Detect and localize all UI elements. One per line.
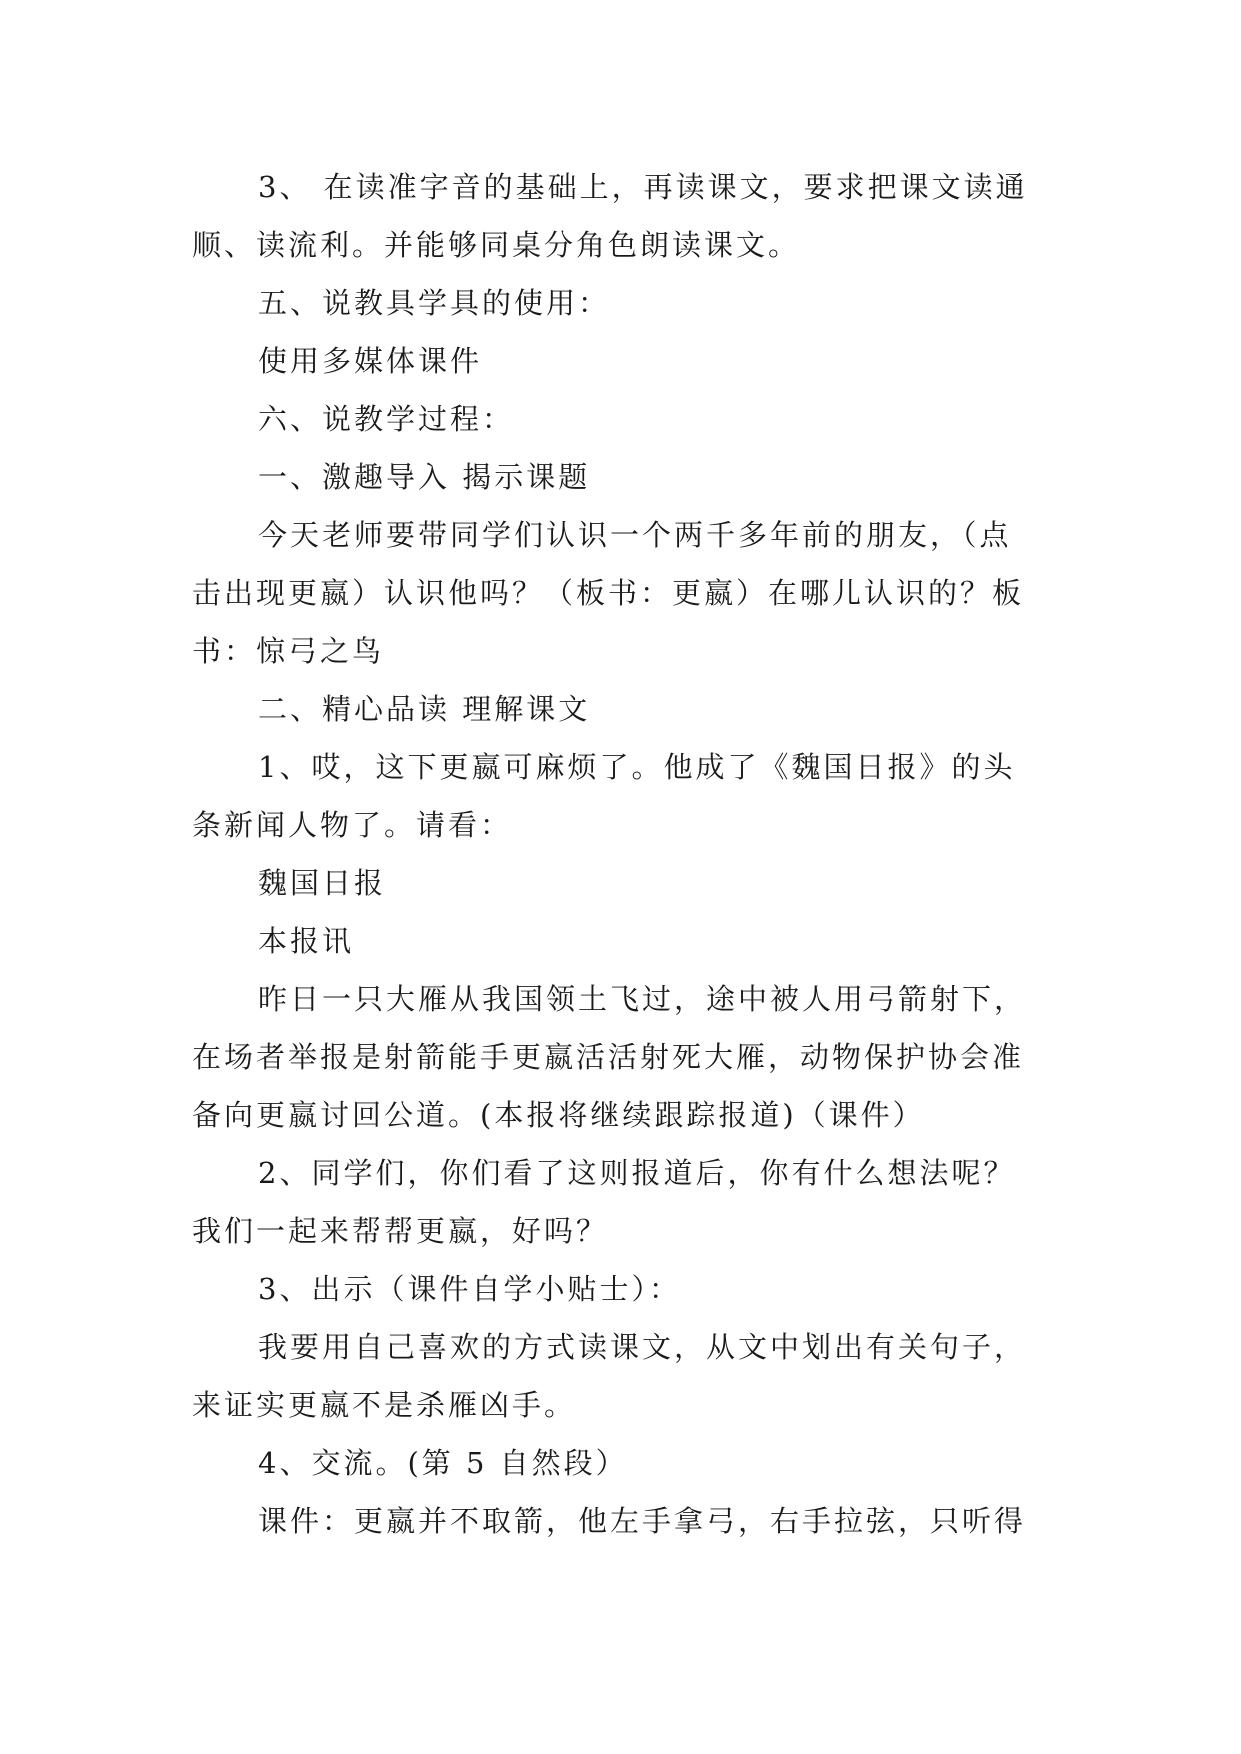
text-line: 4、交流。(第 5 自然段） (258, 1446, 628, 1480)
text-line: 来证实更嬴不是杀雁凶手。 (192, 1388, 577, 1422)
text-line: 备向更嬴讨回公道。(本报将继续跟踪报道)（课件） (192, 1098, 925, 1132)
text-line: 昨日一只大雁从我国领土飞过，途中被人用弓箭射下， (258, 982, 1027, 1016)
text-line: 击出现更嬴）认识他吗？（板书：更嬴）在哪儿认识的？板 (192, 576, 1025, 610)
text-line: 书：惊弓之鸟 (192, 634, 385, 668)
text-line: 我要用自己喜欢的方式读课文，从文中划出有关句子， (258, 1330, 1027, 1364)
document-body (192, 158, 1052, 1550)
section-heading: 一、激趣导入 揭示课题 (258, 460, 591, 494)
text-line: 3、 在读准字音的基础上，再读课文，要求把课文读通 (258, 170, 1028, 204)
section-heading: 六、说教学过程： (258, 402, 515, 436)
text-line: 课件：更嬴并不取箭，他左手拿弓，右手拉弦，只听得 (258, 1504, 1027, 1538)
text-line: 条新闻人物了。请看： (192, 808, 513, 842)
text-line: 魏国日报 (258, 866, 387, 900)
text-line: 1、哎，这下更嬴可麻烦了。他成了《魏国日报》的头 (258, 750, 1016, 784)
text-line: 在场者举报是射箭能手更嬴活活射死大雁，动物保护协会准 (192, 1040, 1025, 1074)
section-heading: 五、说教具学具的使用： (258, 286, 611, 320)
text-line: 我们一起来帮帮更嬴，好吗？ (192, 1214, 609, 1248)
text-line: 使用多媒体课件 (258, 344, 483, 378)
text-line: 2、同学们，你们看了这则报道后，你有什么想法呢？ (258, 1156, 1016, 1190)
text-line: 顺、读流利。并能够同桌分角色朗读课文。 (192, 228, 801, 262)
section-heading: 二、精心品读 理解课文 (258, 692, 591, 726)
text-line: 3、出示（课件自学小贴士）： (258, 1272, 681, 1306)
text-line: 今天老师要带同学们认识一个两千多年前的朋友，（点 (258, 518, 1012, 552)
text-line: 本报讯 (258, 924, 355, 958)
